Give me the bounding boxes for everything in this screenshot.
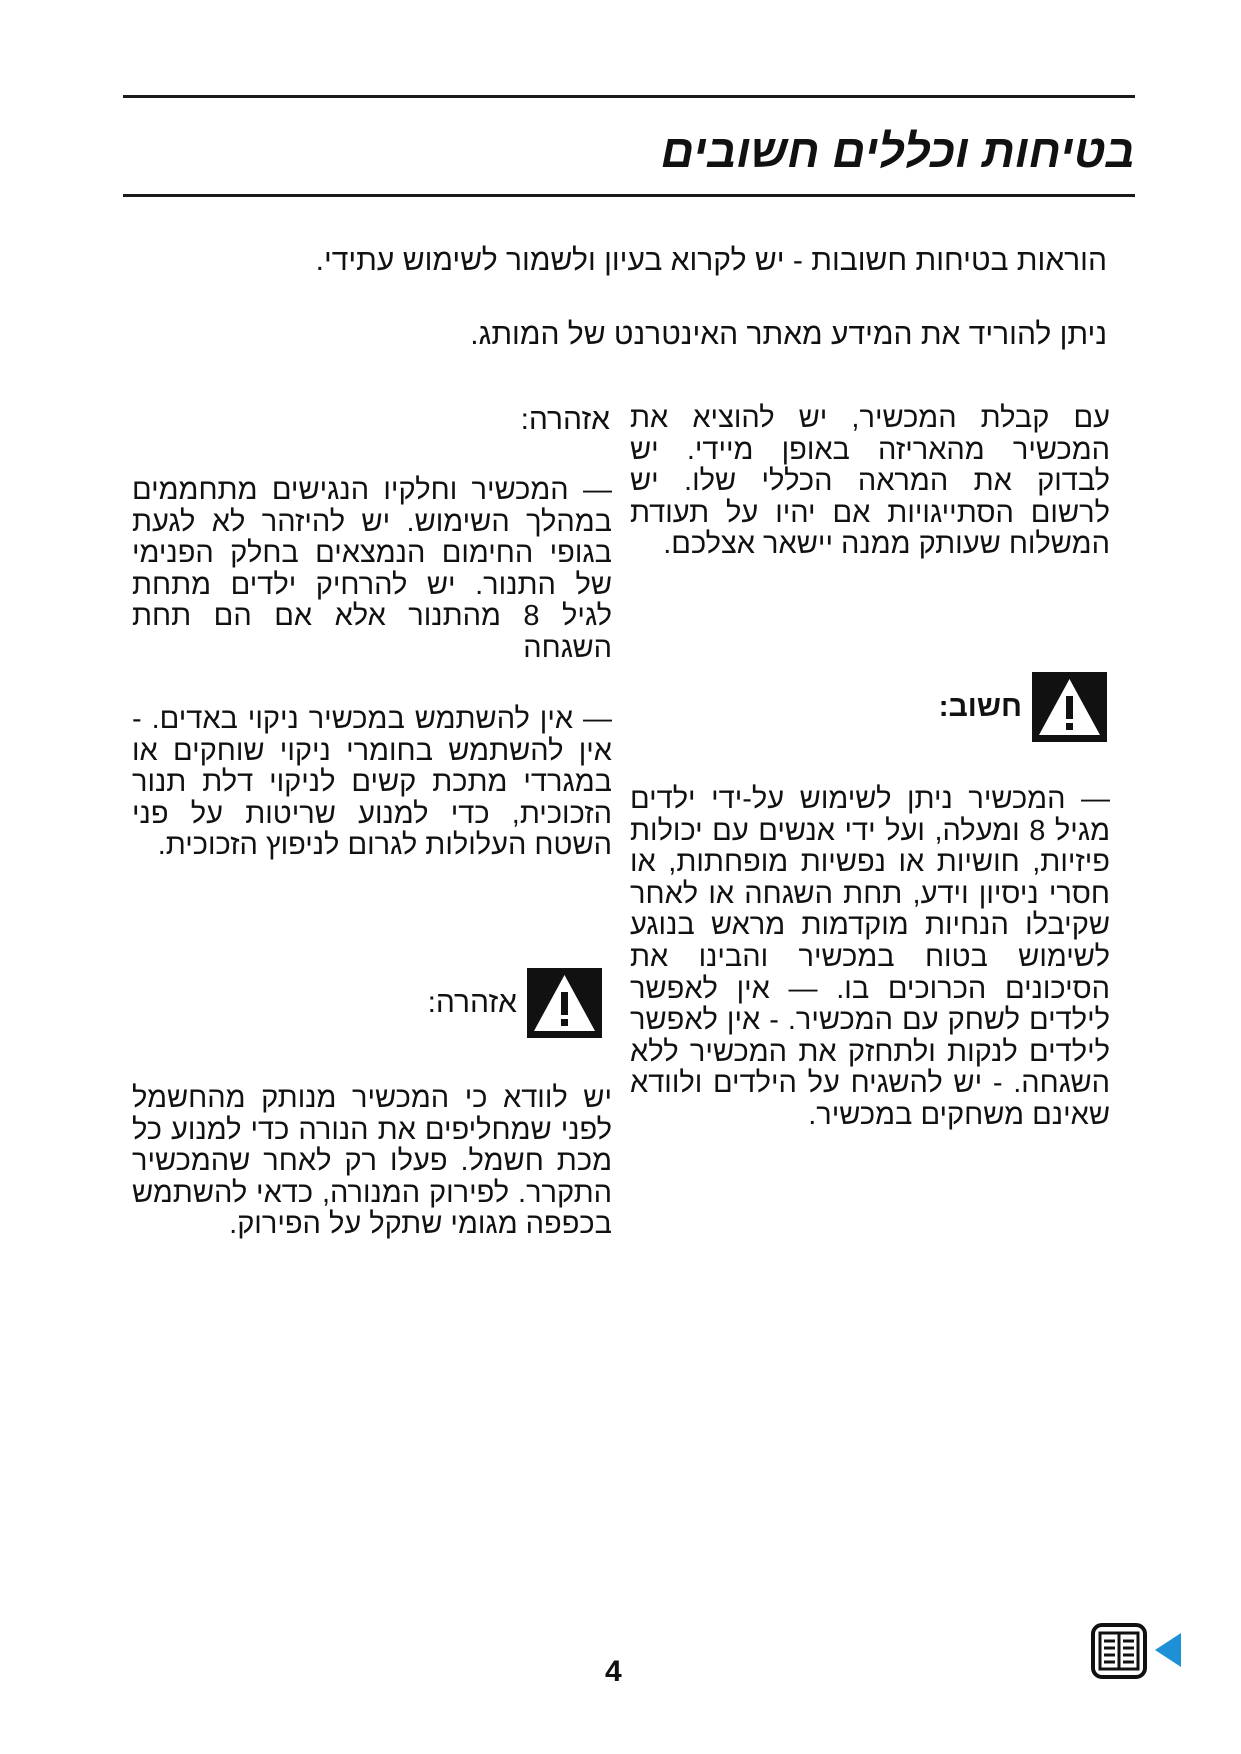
- intro-safety-line: הוראות בטיחות חשובות - יש לקרוא בעיון ולשמור לשימוש עתידי.: [315, 244, 1107, 277]
- top-rule: [123, 95, 1135, 98]
- page-number: 4: [605, 1655, 622, 1688]
- important-label: חשוב:: [938, 690, 1022, 723]
- warning-notice-lamp: [428, 968, 602, 1038]
- right-col-children-paragraph: — המכשיר ניתן לשימוש על-ידי ילדים מגיל 8 ומעלה, ועל ידי אנשים עם יכולות פיזיות, חושיות או נפשיות מופחתות, או חסרי ניסיון וידע, תחת השגחה או לאחר שקיבלו הנחיות מוקדמות מראש בנוגע לשימוש בטוח במכשיר והבינו את הסיכונים הכרוכים בו. — אין לאפשר לילדים לשחק עם המכשיר. - אין לאפשר לילדים לנקות ולתחזק את המכשיר ללא השגחה. - יש להשגיח על הילדים ולוודא שאינם משחקים במכשיר.: [630, 783, 1110, 1131]
- intro-download-line: ניתן להוריד את המידע מאתר האינטרנט של המותג.: [470, 318, 1107, 351]
- previous-page-arrow-icon[interactable]: [1153, 1631, 1183, 1669]
- important-notice: [939, 672, 1107, 742]
- page-title: בטיחות וכללים חשובים: [660, 125, 1135, 177]
- title-bottom-rule: [123, 194, 1135, 197]
- right-col-receipt-paragraph: עם קבלת המכשיר, יש להוציא את המכשיר מהאריזה באופן מיידי. יש לבדוק את המראה הכללי שלו. יש לרשום הסתייגויות אם יהיו על תעודת המשלוח שעותק ממנה יישאר אצלכם.: [630, 402, 1110, 561]
- left-col-cleaning-paragraph: — אין להשתמש במכשיר ניקוי באדים. - אין להשתמש בחומרי ניקוי שוחקים או במגרדי מתכת קשים לניקוי דלת תנור הזכוכית, כדי למנוע שריטות על פני השטח העלולות לגרום לניפוץ הזכוכית.: [132, 703, 612, 862]
- warning-label-lamp: אזהרה:: [427, 986, 517, 1019]
- left-col-lamp-paragraph: יש לוודא כי המכשיר מנותק מהחשמל לפני שמחליפים את הנורה כדי למנוע כל מכת חשמל. פעלו רק לאחר שהמכשיר התקרר. לפירוק המנורה, כדאי להשתמש בכפפה מגומי שתקל על הפירוק.: [132, 1082, 612, 1241]
- warning-triangle-icon: [527, 968, 602, 1038]
- warning-label-heat: אזהרה:: [520, 403, 610, 436]
- left-col-heat-paragraph: — המכשיר וחלקיו הנגישים מתחממים במהלך השימוש. יש להיזהר לא לגעת בגופי החימום הנמצאים בחלק הפנימי של התנור. יש להרחיק ילדים מתחת לגיל 8 מהתנור אלא אם הם תחת השגחה: [132, 474, 612, 664]
- warning-triangle-icon: [1032, 672, 1107, 742]
- table-of-contents-icon[interactable]: [1091, 1623, 1147, 1679]
